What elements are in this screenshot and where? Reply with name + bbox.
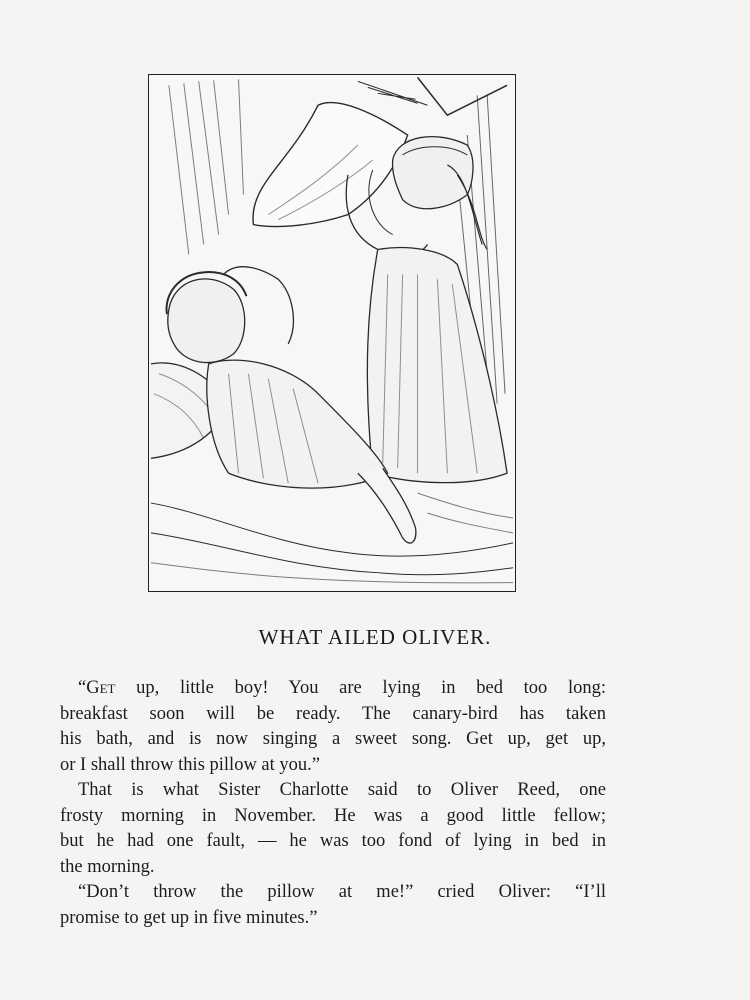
text-line: That is what Sister Charlotte said to Oliver Reed, one xyxy=(78,780,606,800)
text-line: frosty morning in November. He was a good little fellow; xyxy=(60,805,606,826)
text-line: “Don’t throw the pillow at me!” cried Oliver: “I’ll xyxy=(78,882,606,902)
lead-word: Get xyxy=(86,678,116,698)
body-text xyxy=(60,676,606,931)
open-quote: “ xyxy=(78,678,87,698)
text-line: the morning. xyxy=(60,856,155,877)
text-line: breakfast soon will be ready. The canary-bird has taken xyxy=(60,703,606,724)
engraving-illustration xyxy=(148,74,516,592)
chapter-title: WHAT AILED OLIVER. xyxy=(258,625,492,649)
text-segment: up, little boy! You are lying in bed too long: xyxy=(115,678,606,698)
text-line: or I shall throw this pillow at you.” xyxy=(60,754,320,775)
text-line: his bath, and is now singing a sweet song. Get up, get up, xyxy=(60,729,606,749)
text-line xyxy=(60,676,606,702)
pillow-fight-engraving xyxy=(149,75,515,591)
text-line: but he had one fault, — he was too fond of lying in bed in xyxy=(60,831,606,851)
text-line: promise to get up in five minutes.” xyxy=(60,907,318,928)
